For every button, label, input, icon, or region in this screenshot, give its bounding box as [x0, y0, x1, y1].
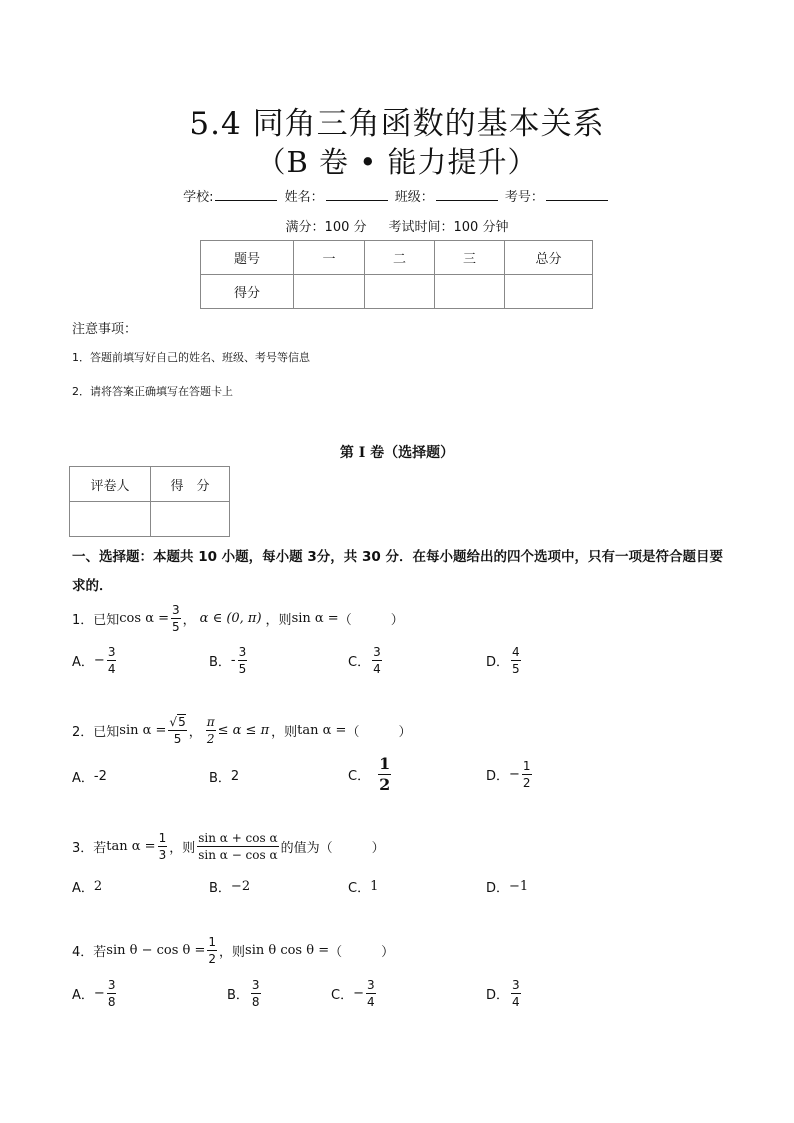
fraction: $\frac{3}{5}$	[172, 603, 180, 634]
grader-table	[69, 466, 230, 537]
fraction: $\frac{√5}{5}$	[169, 715, 186, 746]
question-prefix: 1．已知	[72, 613, 120, 628]
option-c[interactable]: C． $\frac{3}{4}$	[348, 645, 381, 676]
question-ask: tan α =	[297, 723, 347, 738]
expression-fraction: $\frac{\text{sin α + cos α}}{\text{sin α − cos α}}$	[198, 831, 278, 862]
option-a[interactable]: A． − $\frac{3}{8}$	[72, 978, 116, 1009]
exam-no-blank[interactable]	[546, 188, 608, 201]
page-title: 5.4 同角三角函数的基本关系	[189, 106, 605, 142]
school-blank[interactable]	[215, 188, 277, 201]
score-cell[interactable]	[365, 275, 435, 309]
class-blank[interactable]	[436, 188, 498, 201]
question-condition: tan α =	[106, 839, 156, 854]
table-row	[70, 467, 230, 502]
table-row	[201, 241, 593, 275]
note-item: 1．答题前填写好自己的姓名、班级、考号等信息	[72, 351, 310, 364]
score-cell[interactable]	[435, 275, 505, 309]
option-c[interactable]: C． 1	[348, 879, 379, 896]
score-header-cell: 一	[294, 241, 365, 275]
fraction: $\frac{\pi}{2}$	[206, 715, 215, 746]
notes-title: 注意事项：	[72, 322, 138, 337]
score-row-label: 得分	[201, 275, 294, 309]
question-range: ≤ α ≤ π	[217, 723, 270, 738]
score-cell[interactable]	[505, 275, 593, 309]
option-a[interactable]: A． -2	[72, 769, 107, 786]
score-header-cell: 题号	[201, 241, 294, 275]
question-prefix: 4．若	[72, 945, 107, 960]
section-description: 一、选择题：本题共 10 小题，每小题 3分，共 30 分．在每小题给出的四个选项中，只有一项是符合题目要求的．	[72, 549, 723, 594]
question-prefix: 3．若	[72, 841, 107, 856]
score-header-cell: 总分	[505, 241, 593, 275]
grader-cell[interactable]	[70, 502, 151, 537]
student-info-line	[0, 186, 794, 205]
score-header-cell: 二	[365, 241, 435, 275]
question-4: 4．若 sin θ − cos θ = $\frac{1}{2}$ ，则 sin θ cos θ = （ ）	[72, 935, 395, 966]
option-d[interactable]: D． −1	[486, 879, 529, 896]
exam-meta	[0, 216, 794, 235]
question-condition: sin α =	[119, 723, 167, 738]
option-a[interactable]: A． − $\frac{3}{4}$	[72, 645, 116, 676]
table-row	[201, 275, 593, 309]
question-prefix: 2．已知	[72, 725, 120, 740]
fraction: $\frac{1}{2}$	[208, 935, 217, 966]
class-label: 班级：	[394, 190, 434, 205]
score-cell[interactable]	[294, 275, 365, 309]
name-label: 姓名：	[284, 190, 324, 205]
exam-time: 考试时间：100 分钟	[388, 220, 509, 235]
option-b[interactable]: B． - $\frac{3}{5}$	[209, 645, 247, 676]
section-title: 第 I 卷（选择题）	[339, 445, 455, 461]
exam-no-label: 考号：	[504, 190, 544, 205]
school-label: 学校:	[183, 190, 214, 205]
option-b[interactable]: B． 2	[209, 769, 240, 786]
note-item: 2．请将答案正确填写在答题卡上	[72, 385, 233, 398]
page-subtitle: （B 卷 • 能力提升）	[256, 145, 538, 179]
option-d[interactable]: D． $\frac{4}{5}$	[486, 645, 520, 676]
option-a[interactable]: A． 2	[72, 879, 103, 896]
question-2: 2．已知 sin α = $\frac{√5}{5}$ ， $\frac{\pi}{2}$ ≤ α ≤ π ，则 tan α = （ ）	[72, 715, 412, 746]
question-1: 1．已知 cos α = $\frac{3}{5}$ ， α ∈ (0, π) ，则 sin α = （ ）	[72, 603, 404, 634]
option-b[interactable]: B． $\frac{3}{8}$	[227, 978, 260, 1009]
option-c[interactable]: C． − $\frac{3}{4}$	[331, 978, 375, 1009]
question-condition: cos α =	[119, 611, 169, 626]
option-d[interactable]: D． $\frac{3}{4}$	[486, 978, 520, 1009]
grader-header-cell: 评卷人	[70, 467, 151, 502]
question-ask: 的值为（ ）	[280, 841, 385, 856]
score-table	[200, 240, 593, 309]
table-row	[70, 502, 230, 537]
question-condition: sin θ − cos θ =	[106, 943, 206, 958]
option-b[interactable]: B． −2	[209, 879, 251, 896]
option-d[interactable]: D． − $\frac{1}{2}$	[486, 759, 531, 790]
question-range: α ∈ (0, π)	[199, 611, 262, 626]
fraction: $\frac{1}{3}$	[158, 831, 167, 862]
question-ask: sin α =	[291, 611, 339, 626]
question-3: 3．若 tan α = $\frac{1}{3}$ ，则 $\frac{\text{sin α + cos α}}{\text{sin α − cos α}}$ 的值为（ ）	[72, 831, 385, 862]
name-blank[interactable]	[326, 188, 388, 201]
question-ask: sin θ cos θ =	[245, 943, 330, 958]
option-c[interactable]: C． $\frac{1}{2}$	[348, 754, 391, 794]
full-score: 满分：100 分	[285, 220, 367, 235]
grader-header-cell: 得 分	[151, 467, 230, 502]
score-header-cell: 三	[435, 241, 505, 275]
grader-cell[interactable]	[151, 502, 230, 537]
